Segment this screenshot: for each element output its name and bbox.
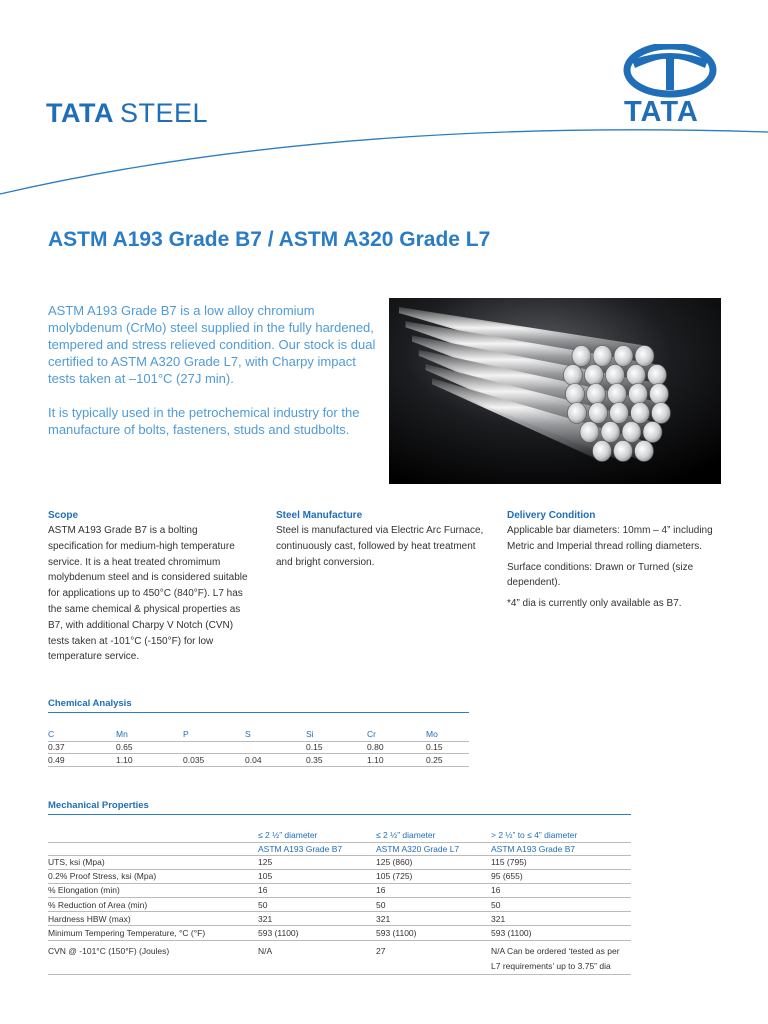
property-label: CVN @ -101°C (150°F) (Joules)	[48, 940, 258, 974]
steel-bar-end	[614, 346, 633, 367]
chemical-col-header: S	[245, 728, 251, 739]
property-label: % Reduction of Area (min)	[48, 898, 258, 912]
property-label: 0.2% Proof Stress, ksi (Mpa)	[48, 869, 258, 883]
product-title: ASTM A193 Grade B7 / ASTM A320 Grade L7	[48, 228, 491, 251]
table-cell: 16	[491, 883, 631, 897]
table-cell: 1.10	[367, 754, 426, 767]
table-row	[48, 869, 631, 883]
steel-bar-end	[629, 384, 648, 405]
steel-bar-end	[587, 384, 606, 405]
steel-bar-end	[568, 403, 587, 424]
steel-bar-end	[622, 422, 641, 443]
chemical-header-row	[48, 727, 469, 741]
table-cell	[183, 741, 245, 754]
mechanical-properties-rule	[48, 814, 631, 815]
table-cell: 125 (860)	[376, 855, 491, 869]
steel-bar-end	[631, 403, 650, 424]
delivery-diameters-text: Applicable bar diameters: 10mm – 4” including Metric and Imperial thread rolling diameters.	[507, 525, 713, 552]
page-header	[0, 0, 768, 200]
delivery-surface-text: Surface conditions: Drawn or Turned (size dependent).	[507, 561, 694, 589]
delivery-condition-section	[507, 508, 732, 612]
table-cell: 0.15	[426, 741, 469, 754]
diameter-header-row	[48, 829, 631, 842]
table-cell: 0.035	[183, 754, 245, 767]
steel-manufacture-heading: Steel Manufacture	[276, 510, 363, 521]
steel-bar-end	[614, 441, 633, 462]
table-cell: 0.15	[306, 741, 367, 754]
table-row	[48, 912, 631, 926]
steel-bar-end	[585, 365, 604, 386]
intro-paragraph-1: ASTM A193 Grade B7 is a low alloy chromium molybdenum (CrMo) steel supplied in the fully hardened, tempered and stress relieved condition. Our stock is dual certified to ASTM A320 Grade L7, with Charpy impact tests taken at –101°C (27J min).	[48, 303, 376, 386]
brand-regular: STEEL	[119, 98, 209, 128]
steel-bar-end	[648, 365, 667, 386]
steel-bar-end	[635, 441, 654, 462]
steel-bar-end	[606, 365, 625, 386]
table-cell: 0.65	[116, 741, 183, 754]
chemical-col-header: Mo	[426, 728, 438, 739]
delivery-condition-heading: Delivery Condition	[507, 510, 596, 521]
table-cell: 321	[491, 912, 631, 926]
steel-bar-end	[564, 365, 583, 386]
property-label: Hardness HBW (max)	[48, 912, 258, 926]
diameter-header: ≤ 2 ½” diameter	[258, 830, 318, 841]
table-cell: 105 (725)	[376, 869, 491, 883]
delivery-note-text: *4” dia is currently only available as B7.	[507, 598, 682, 610]
table-row	[48, 883, 631, 897]
table-cell: 593 (1100)	[258, 926, 376, 940]
tata-logo-word: TATA	[624, 96, 699, 128]
steel-bar-end	[572, 346, 591, 367]
steel-manufacture-section	[276, 508, 490, 570]
steel-bar-end	[643, 422, 662, 443]
table-cell: 0.37	[48, 741, 116, 754]
table-cell: 593 (1100)	[376, 926, 491, 940]
table-cell: 321	[258, 912, 376, 926]
table-cell: 0.49	[48, 754, 116, 767]
table-cell: 115 (795)	[491, 855, 631, 869]
table-row	[48, 855, 631, 869]
steel-bar-end	[610, 403, 629, 424]
table-cell: 125	[258, 855, 376, 869]
chemical-col-header: Si	[306, 728, 314, 739]
steel-bar-end	[608, 384, 627, 405]
diameter-header: ≤ 2 ½” diameter	[376, 830, 436, 841]
table-row	[48, 741, 469, 754]
steel-bar-end	[650, 384, 669, 405]
steel-bars-photo	[389, 298, 721, 484]
table-cell: 95 (655)	[491, 869, 631, 883]
intro-paragraph-2: It is typically used in the petrochemical industry for the manufacture of bolts, fasteners, studs and studbolts.	[48, 405, 360, 437]
table-cell: 16	[376, 883, 491, 897]
table-cell: 1.10	[116, 754, 183, 767]
steel-bar-end	[566, 384, 585, 405]
table-cell: 50	[491, 898, 631, 912]
scope-section	[48, 508, 253, 665]
scope-text: ASTM A193 Grade B7 is a bolting specification for medium-high temperature service. It is a heat treated chromimum molybdenum steel and is considered suitable for applications up to 450°C (840°F). L7 has the same chemical & physical properties as B7, with additional Charpy V Notch (CVN) tests taken at -101°C (-150°F) for low temperature service.	[48, 525, 248, 663]
diameter-header: > 2 ½” to ≤ 4” diameter	[491, 830, 578, 841]
chemical-col-header: Cr	[367, 728, 376, 739]
mechanical-properties-table	[48, 829, 631, 975]
mechanical-properties-heading: Mechanical Properties	[48, 800, 149, 811]
table-cell: 50	[258, 898, 376, 912]
chemical-analysis-rule	[48, 712, 469, 713]
table-row	[48, 898, 631, 912]
table-cell: 16	[258, 883, 376, 897]
table-row	[48, 754, 469, 767]
steel-bar-end	[601, 422, 620, 443]
grade-header: ASTM A193 Grade B7	[258, 842, 376, 855]
steel-bar-end	[627, 365, 646, 386]
table-cell: 593 (1100)	[491, 926, 631, 940]
cvn-note-line-1: N/A Can be ordered ‘tested as per	[491, 945, 620, 956]
property-label: % Elongation (min)	[48, 883, 258, 897]
steel-bar-end	[589, 403, 608, 424]
table-cell: N/A	[258, 940, 376, 974]
header-swoosh-divider	[0, 118, 768, 208]
steel-manufacture-text: Steel is manufactured via Electric Arc Furnace, continuously cast, followed by heat treatment and bright conversion.	[276, 525, 484, 568]
table-cell: 321	[376, 912, 491, 926]
steel-bar-end	[593, 441, 612, 462]
chemical-analysis-table	[48, 727, 469, 767]
steel-bar-end	[580, 422, 599, 443]
table-cell: 0.25	[426, 754, 469, 767]
table-cell: 0.04	[245, 754, 306, 767]
steel-bar-end	[593, 346, 612, 367]
table-row	[48, 926, 631, 940]
chemical-col-header: C	[48, 728, 55, 739]
intro-text	[48, 302, 378, 455]
brand-bold: TATA	[46, 98, 114, 128]
table-cell	[245, 741, 306, 754]
table-cell: 27	[376, 940, 491, 974]
table-cell: 0.80	[367, 741, 426, 754]
cvn-note-line-2: L7 requirements’ up to 3.75” dia	[491, 960, 611, 971]
grade-header: ASTM A193 Grade B7	[491, 842, 631, 855]
chemical-col-header: Mn	[116, 728, 128, 739]
scope-heading: Scope	[48, 510, 79, 521]
chemical-analysis-heading: Chemical Analysis	[48, 698, 132, 709]
chemical-col-header: P	[183, 728, 189, 739]
steel-bar-end	[635, 346, 654, 367]
table-cell: 50	[376, 898, 491, 912]
property-label: Minimum Tempering Temperature, °C (°F)	[48, 926, 258, 940]
property-label: UTS, ksi (Mpa)	[48, 855, 258, 869]
steel-bar-end	[652, 403, 671, 424]
grade-header: ASTM A320 Grade L7	[376, 842, 491, 855]
grade-header-row	[48, 842, 631, 855]
table-row	[48, 940, 631, 974]
table-cell: 105	[258, 869, 376, 883]
table-cell: 0.35	[306, 754, 367, 767]
table-cell	[491, 940, 631, 974]
